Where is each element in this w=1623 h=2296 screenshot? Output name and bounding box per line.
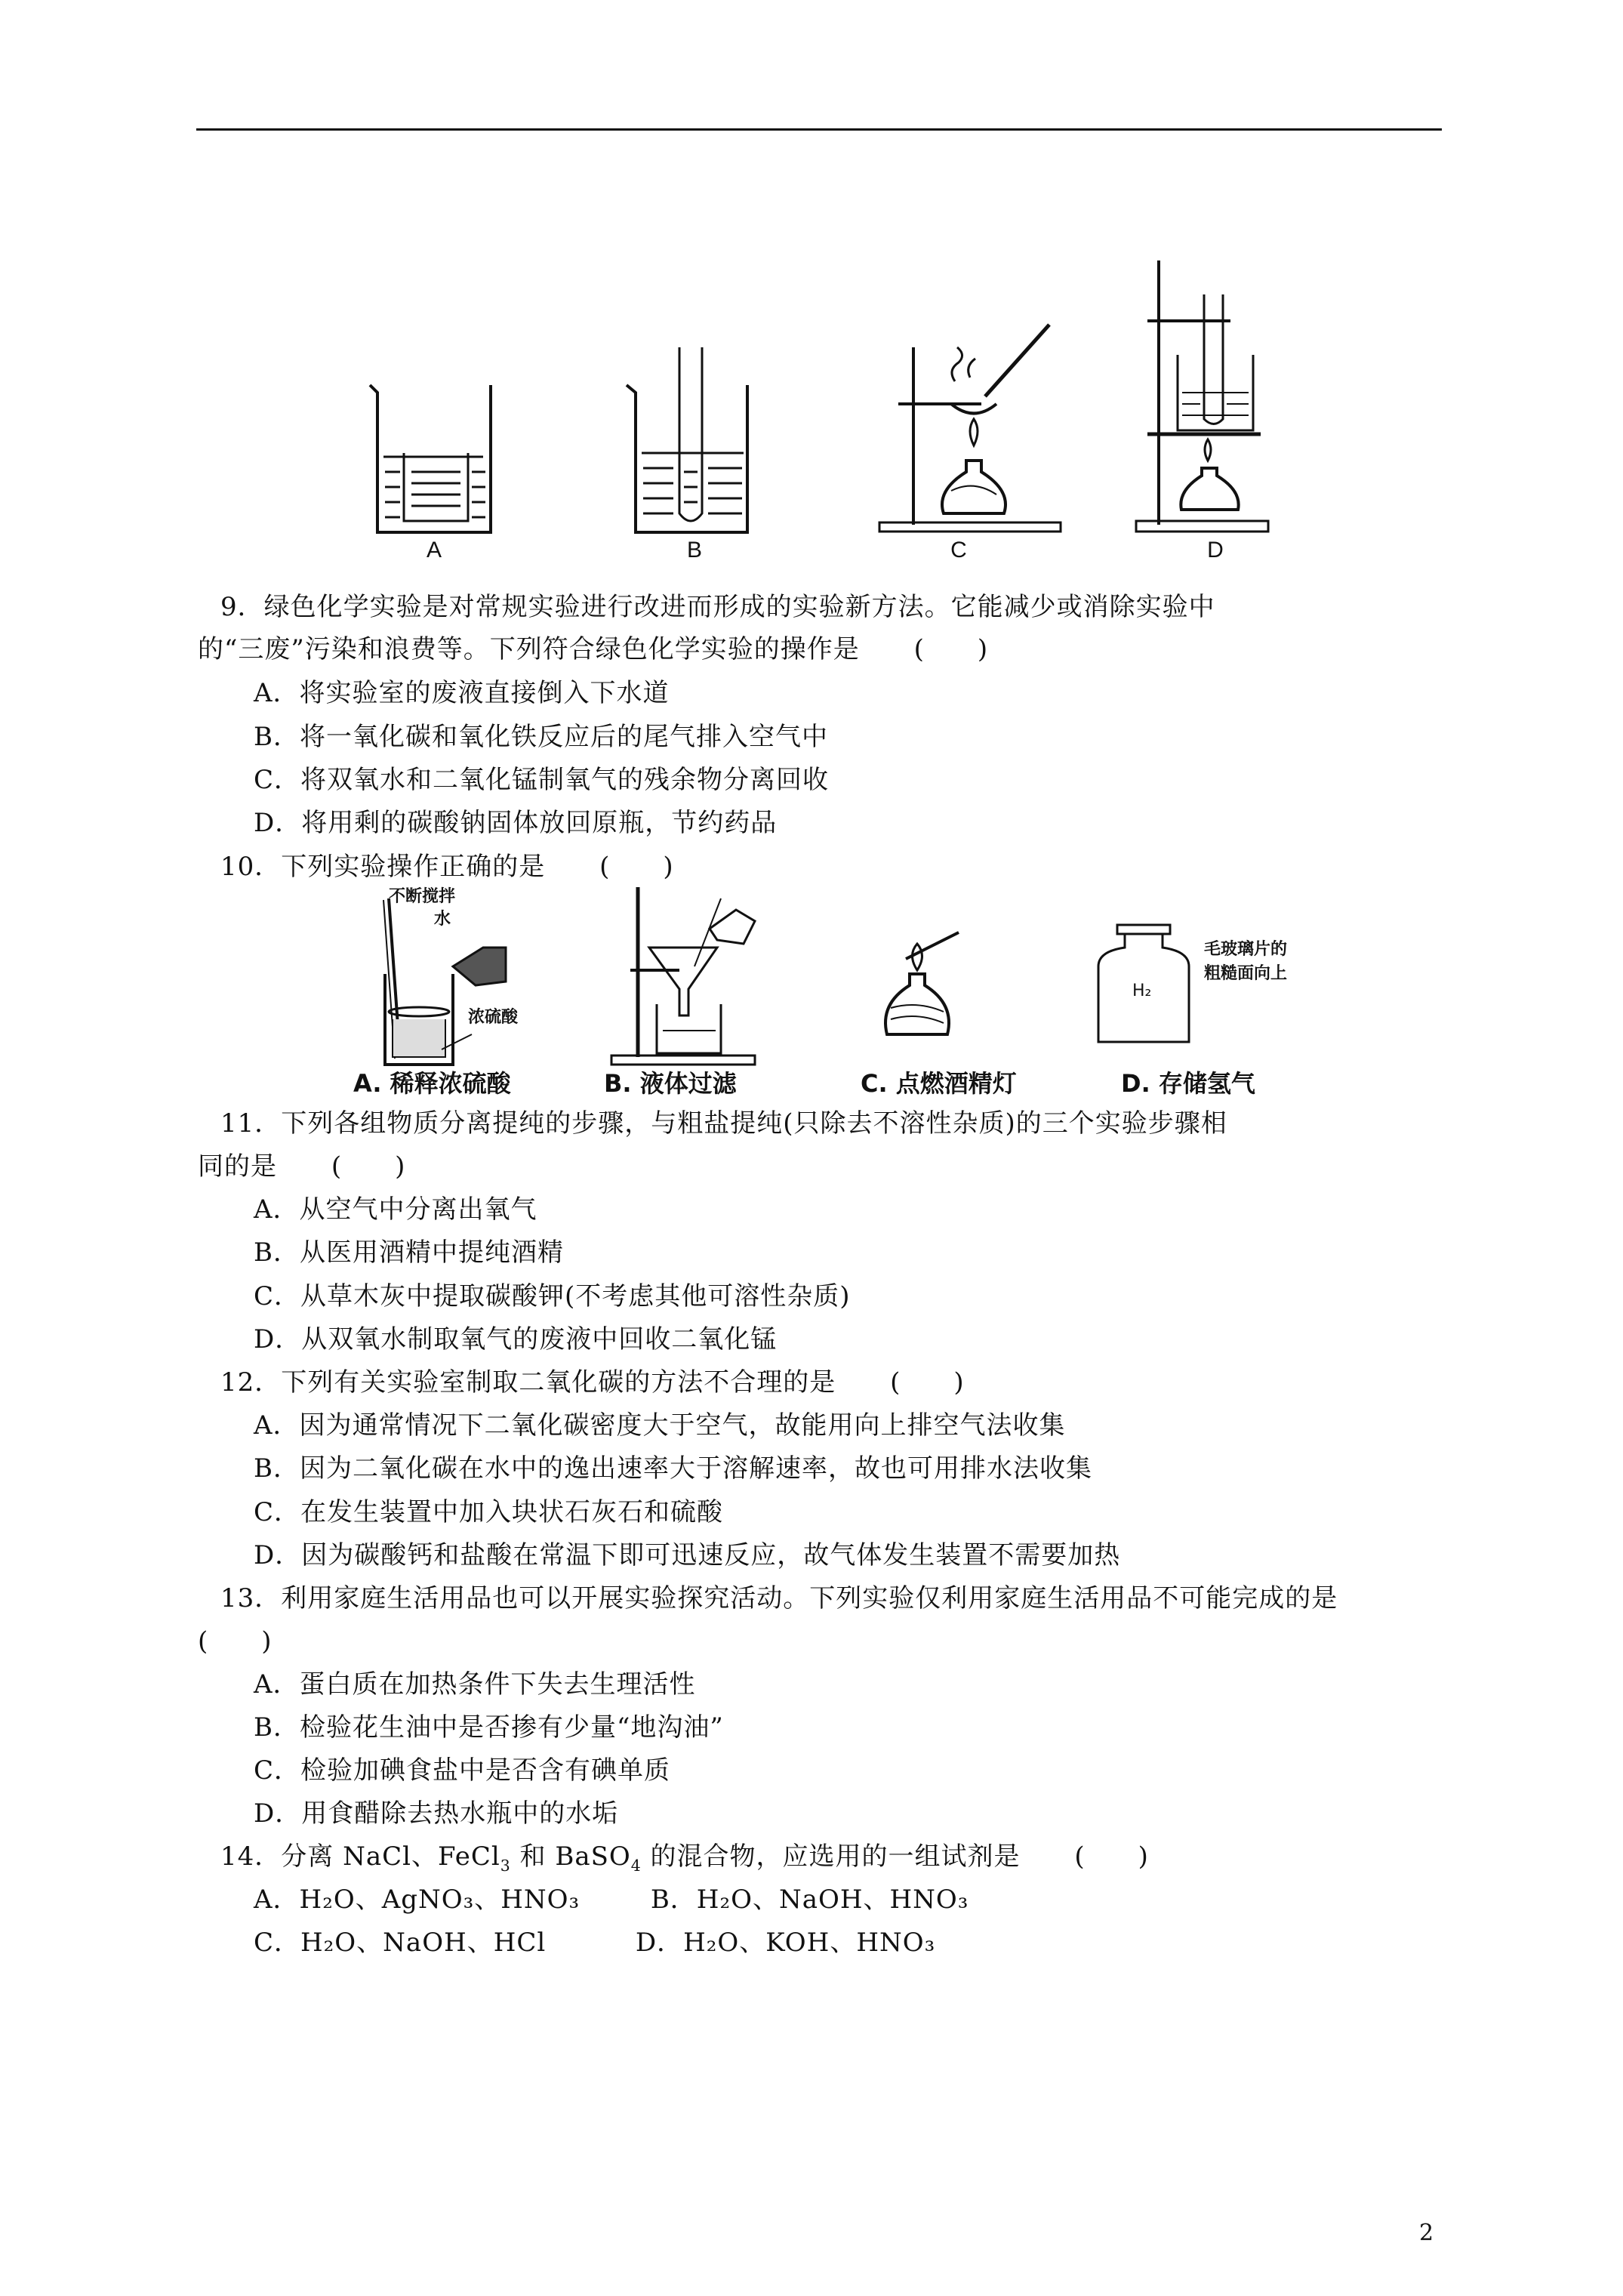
q10-anno-glass-1: 毛玻璃片的: [1204, 940, 1288, 959]
q11-option-d: D．从双氧水制取氧气的废液中回收二氧化锰: [254, 1324, 778, 1354]
q11-option-c: C．从草木灰中提取碳酸钾(不考虑其他可溶性杂质): [254, 1281, 851, 1311]
page-number: 2: [1419, 2220, 1434, 2246]
q12-answer-paren: ( ): [890, 1367, 965, 1398]
apparatus-c-figure: [876, 310, 1072, 536]
q11-answer-paren: ( ): [331, 1151, 406, 1182]
q9-option-d: D．将用剩的碳酸钠固体放回原瓶，节约药品: [254, 808, 778, 838]
q12-stem-text: 12．下列有关实验室制取二氧化碳的方法不合理的是: [220, 1367, 836, 1398]
q10-anno-stir: 不断搅拌: [389, 887, 456, 906]
apparatus-a-figure: [362, 370, 506, 544]
q9-stem-text: 的“三废”污染和浪费等。下列符合绿色化学实验的操作是: [198, 634, 860, 664]
q9-stem-line2: [198, 628, 988, 665]
q14-options-row2: [254, 1922, 935, 1959]
apparatus-a-label: A: [426, 538, 442, 562]
q10-anno-acid: 浓硫酸: [468, 1008, 519, 1027]
q14-option-a: A．H₂O、AgNO₃、HNO₃: [254, 1885, 581, 1915]
q12-option-a: A．因为通常情况下二氧化碳密度大于空气，故能用向上排空气法收集: [254, 1410, 1066, 1441]
q11-option-b: B．从医用酒精中提纯酒精: [254, 1237, 564, 1268]
q10-caption-b: B. 液体过滤: [604, 1069, 737, 1098]
q14-stem-sub1: 3: [500, 1856, 511, 1875]
header-rule: [196, 128, 1442, 131]
q14-option-c: C．H₂O、NaOH、HCl: [254, 1928, 547, 1958]
q13-option-d: D．用食醋除去热水瓶中的水垢: [254, 1798, 619, 1829]
q10-anno-h2: H₂: [1132, 982, 1152, 1000]
apparatus-d-label: D: [1207, 538, 1224, 562]
q14-stem-sub2: 4: [630, 1856, 642, 1875]
apparatus-b-label: B: [686, 538, 702, 562]
q14-stem-post: 的混合物，应选用的一组试剂是: [641, 1841, 1021, 1872]
apparatus-d-figure: [1132, 257, 1276, 536]
q10-stem-text: 10．下列实验操作正确的是: [220, 852, 546, 882]
q13-option-c: C．检验加碘食盐中是否含有碘单质: [254, 1755, 671, 1786]
apparatus-b-figure: [619, 344, 762, 544]
q13-stem-line1: 13．利用家庭生活用品也可以开展实验探究活动。下列实验仅利用家庭生活用品不可能完成的是: [220, 1583, 1338, 1613]
q10-anno-glass-2: 粗糙面向上: [1204, 964, 1288, 983]
q11-stem-text: 同的是: [198, 1151, 277, 1182]
q9-option-a: A．将实验室的废液直接倒入下水道: [254, 678, 670, 708]
q12-option-b: B．因为二氧化碳在水中的逸出速率大于溶解速率，故也可用排水法收集: [254, 1453, 1092, 1484]
q14-options-row1: [254, 1878, 969, 1915]
q14-option-d: D．H₂O、KOH、HNO₃: [635, 1928, 936, 1958]
q9-option-c: C．将双氧水和二氧化锰制氧气的残余物分离回收: [254, 765, 830, 795]
q13-option-b: B．检验花生油中是否掺有少量“地沟油”: [254, 1712, 724, 1743]
q14-answer-paren: ( ): [1074, 1841, 1149, 1872]
apparatus-c-label: C: [950, 538, 967, 562]
q11-stem-line1: 11．下列各组物质分离提纯的步骤，与粗盐提纯(只除去不溶性杂质)的三个实验步骤相: [220, 1108, 1227, 1139]
q10-caption-c: C. 点燃酒精灯: [861, 1069, 1017, 1098]
q10-filtration-figure: [604, 883, 785, 1068]
q14-stem-pre: 14．分离 NaCl、FeCl: [220, 1841, 500, 1872]
q10-lamp-figure: [861, 925, 981, 1053]
q14-stem-mid: 和 BaSO: [510, 1841, 631, 1872]
q11-option-a: A．从空气中分离出氧气: [254, 1194, 537, 1225]
q9-stem-line1: 9．绿色化学实验是对常规实验进行改进而形成的实验新方法。它能减少或消除实验中: [220, 592, 1215, 622]
q11-stem-line2: [198, 1145, 405, 1182]
q10-answer-paren: ( ): [599, 852, 674, 882]
q14-option-b: B．H₂O、NaOH、HNO₃: [650, 1885, 969, 1915]
q13-answer-paren: ( ): [198, 1626, 273, 1657]
q9-answer-paren: ( ): [913, 634, 989, 664]
q12-stem-line: [220, 1361, 965, 1398]
q13-option-a: A．蛋白质在加热条件下失去生理活性: [254, 1669, 696, 1700]
q10-anno-water: 水: [434, 910, 451, 929]
q12-option-d: D．因为碳酸钙和盐酸在常温下即可迅速反应，故气体发生装置不需要加热: [254, 1540, 1121, 1570]
q9-option-b: B．将一氧化碳和氧化铁反应后的尾气排入空气中: [254, 722, 828, 752]
q10-caption-a: A. 稀释浓硫酸: [353, 1069, 511, 1098]
q10-stem-line: [220, 846, 674, 883]
q12-option-c: C．在发生装置中加入块状石灰石和硫酸: [254, 1497, 724, 1527]
q10-caption-d: D. 存储氢气: [1121, 1069, 1255, 1098]
q14-stem-line: [220, 1835, 1149, 1875]
